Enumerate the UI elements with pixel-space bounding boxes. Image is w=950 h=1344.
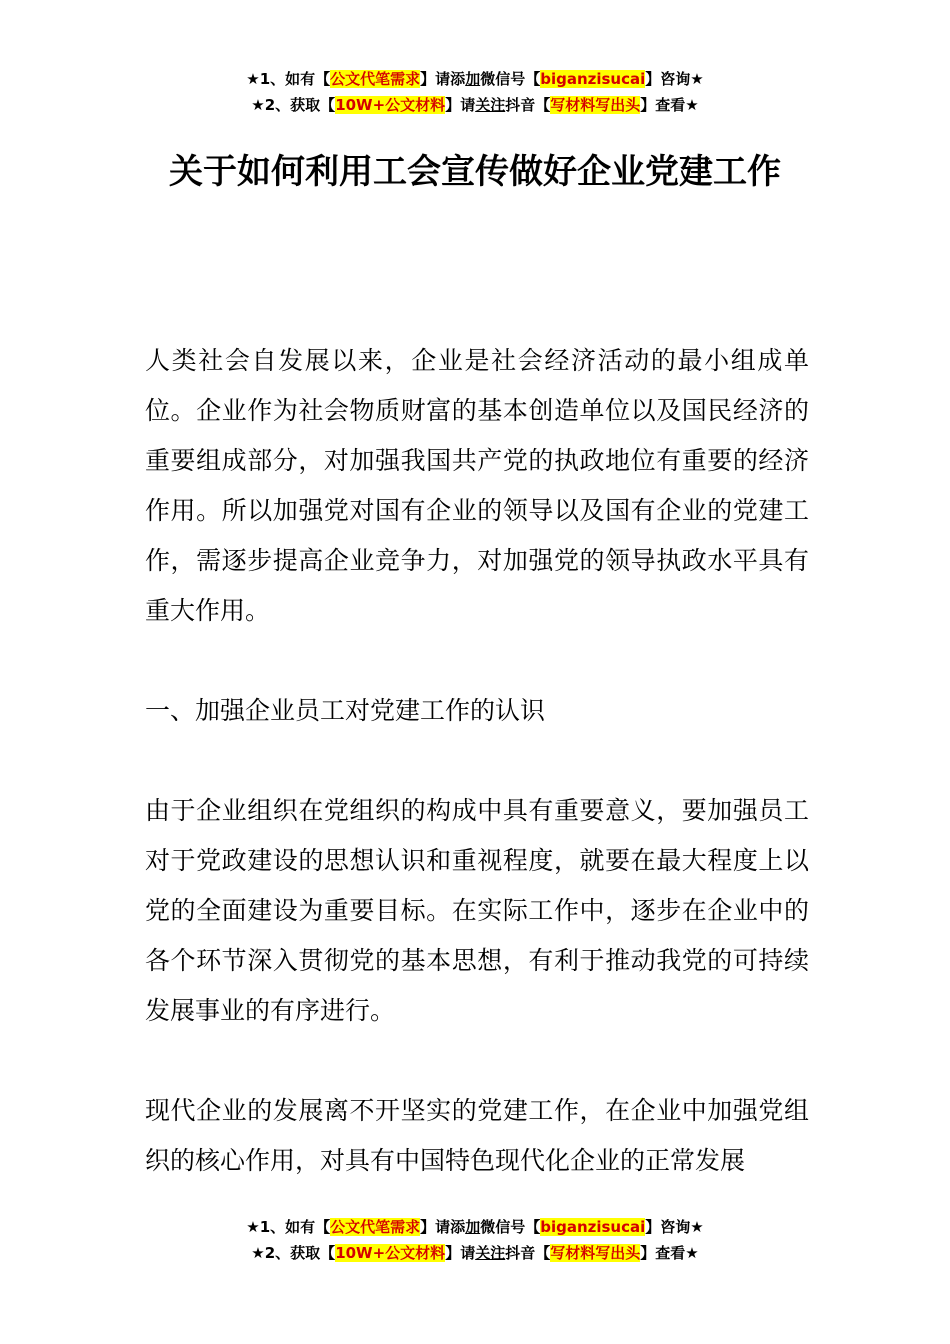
banner-text: 】请添 — [420, 1218, 466, 1236]
banner-highlight: 10W+公文材料 — [335, 96, 446, 114]
banner-highlight: biganzisucai — [540, 70, 646, 88]
paragraph: 由于企业组织在党组织的构成中具有重要意义，要加强员工对于党政建设的思想认识和重视程度，就要在最大程度上以党的全面建设为重要目标。在实际工作中，逐步在企业中的各个环节深入贯彻党的基本思想，有利于推动我党的可持续发展事业的有序进行。 — [145, 796, 809, 1025]
banner-line-1 — [0, 1214, 950, 1240]
banner-highlight: 公文代笔需求 — [330, 1218, 421, 1236]
banner-text: 】咨询★ — [645, 1218, 704, 1236]
banner-underline: 关注 — [475, 1244, 506, 1262]
footer-banner — [0, 1214, 950, 1266]
banner-underline: 关注 — [475, 96, 506, 114]
banner-text: ★1、如有【 — [246, 1218, 331, 1236]
banner-highlight: 10W+公文材料 — [335, 1244, 446, 1262]
section-heading: 一、加强企业员工对党建工作的认识 — [145, 696, 546, 725]
banner-text: ★2、获取【 — [251, 96, 336, 114]
document-title: 关于如何利用工会宣传做好企业党建工作 — [169, 152, 781, 192]
banner-text: 微信号【 — [480, 70, 541, 88]
banner-line-2 — [0, 1240, 950, 1266]
banner-text: 抖音【 — [505, 96, 551, 114]
banner-underline: 加 — [465, 70, 481, 88]
banner-text: 抖音【 — [505, 1244, 551, 1262]
banner-text: 】请 — [445, 1244, 476, 1262]
banner-highlight: 写材料写出头 — [550, 96, 641, 114]
banner-highlight: 写材料写出头 — [550, 1244, 641, 1262]
header-banner — [0, 66, 950, 118]
banner-text: 】请添 — [420, 70, 466, 88]
banner-highlight: biganzisucai — [540, 1218, 646, 1236]
paragraph: 现代企业的发展离不开坚实的党建工作，在企业中加强党组织的核心作用，对具有中国特色现代化企业的正常发展 — [145, 1096, 809, 1175]
banner-text: ★1、如有【 — [246, 70, 331, 88]
banner-text: 】咨询★ — [645, 70, 704, 88]
document-body — [145, 336, 809, 1236]
banner-text: 】查看★ — [640, 96, 699, 114]
banner-highlight: 公文代笔需求 — [330, 70, 421, 88]
banner-underline: 加 — [465, 1218, 481, 1236]
paragraph: 人类社会自发展以来，企业是社会经济活动的最小组成单位。企业作为社会物质财富的基本创造单位以及国民经济的重要组成部分，对加强我国共产党的执政地位有重要的经济作用。所以加强党对国有企业的领导以及国有企业的党建工作，需逐步提高企业竞争力，对加强党的领导执政水平具有重大作用。 — [145, 346, 809, 625]
banner-text: 】查看★ — [640, 1244, 699, 1262]
banner-text: ★2、获取【 — [251, 1244, 336, 1262]
banner-text: 】请 — [445, 96, 476, 114]
banner-line-1 — [0, 66, 950, 92]
banner-text: 微信号【 — [480, 1218, 541, 1236]
banner-line-2 — [0, 92, 950, 118]
